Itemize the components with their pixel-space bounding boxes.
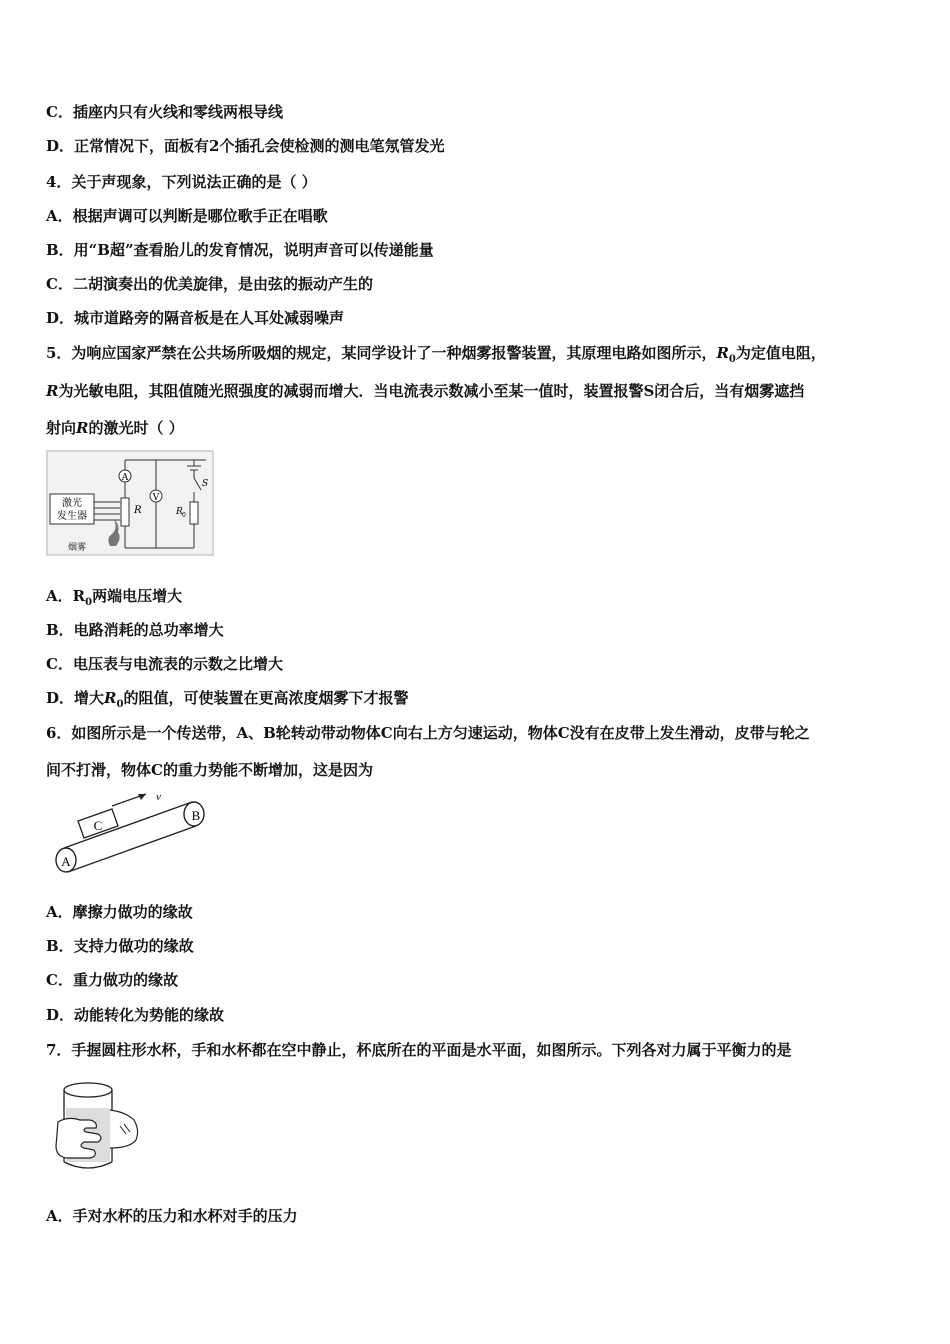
q6-stem-line2: 间不打滑，物体C的重力势能不断增加，这是因为 [46, 761, 373, 779]
q7-stem: 7．手握圆柱形水杯，手和水杯都在空中静止，杯底所在的平面是水平面，如图所示。下列各对力属于平衡力的是 [46, 1041, 792, 1059]
q6-stem-line1: 6．如图所示是一个传送带，A、B轮转动带动物体C向右上方匀速运动，物体C没有在皮带上发生滑动，皮带与轮之 [46, 724, 810, 742]
svg-text:0: 0 [182, 512, 186, 519]
svg-text:烟雾: 烟雾 [68, 543, 87, 553]
q4-stem: 4．关于声现象，下列说法正确的是（ ） [46, 173, 317, 191]
q3-option-d: D．正常情况下，面板有2个插孔会使检测的测电笔氖管发光 [46, 137, 445, 155]
q4-option-a: A．根据声调可以判断是哪位歌手正在唱歌 [46, 207, 328, 225]
q3-option-c: C．插座内只有火线和零线两根导线 [46, 103, 283, 121]
conveyor-belt-figure [46, 790, 216, 880]
q4-option-b: B．用“B超”查看胎儿的发育情况，说明声音可以传递能量 [46, 241, 434, 259]
svg-text:V: V [152, 493, 160, 503]
svg-text:激光: 激光 [62, 498, 82, 509]
q5-option-b: B．电路消耗的总功率增大 [46, 621, 224, 639]
svg-text:R: R [176, 507, 183, 517]
q4-option-c: C．二胡演奏出的优美旋律，是由弦的振动产生的 [46, 275, 373, 293]
q5-option-d: D．增大$R_0$的阻值，可使装置在更高浓度烟雾下才报警 [46, 689, 409, 710]
q4-option-d: D．城市道路旁的隔音板是在人耳处减弱噪声 [46, 309, 345, 327]
q5-stem-line3: 射向R的激光时（ ） [46, 419, 184, 437]
q5-option-a: A．$R_0$两端电压增大 [46, 587, 183, 608]
q6-option-a: A．摩擦力做功的缘故 [46, 903, 193, 921]
svg-text:C: C [93, 818, 103, 833]
svg-text:v: v [156, 791, 161, 803]
svg-text:S: S [202, 479, 209, 489]
q5-stem-line2: R为光敏电阻，其阻值随光照强度的减弱而增大．当电流表示数减小至某一值时，装置报警S闭合后，当有烟雾遮挡 [46, 382, 805, 400]
svg-text:A: A [121, 473, 129, 483]
svg-text:R: R [134, 505, 142, 516]
q5-stem-line1: 5．为响应国家严禁在公共场所吸烟的规定，某同学设计了一种烟雾报警装置，其原理电路如图所示，$R_0$为定值电阻， [46, 344, 826, 365]
svg-text:发生器: 发生器 [57, 511, 87, 522]
svg-text:B: B [191, 808, 201, 823]
q6-option-b: B．支持力做功的缘故 [46, 937, 194, 955]
q5-option-c: C．电压表与电流表的示数之比增大 [46, 655, 283, 673]
q6-option-d: D．动能转化为势能的缘故 [46, 1006, 225, 1024]
q7-option-a: A．手对水杯的压力和水杯对手的压力 [46, 1207, 298, 1225]
hand-holding-cup-figure [52, 1078, 142, 1174]
svg-text:A: A [61, 854, 71, 869]
q6-option-c: C．重力做功的缘故 [46, 971, 178, 989]
smoke-alarm-circuit-figure [46, 450, 214, 556]
